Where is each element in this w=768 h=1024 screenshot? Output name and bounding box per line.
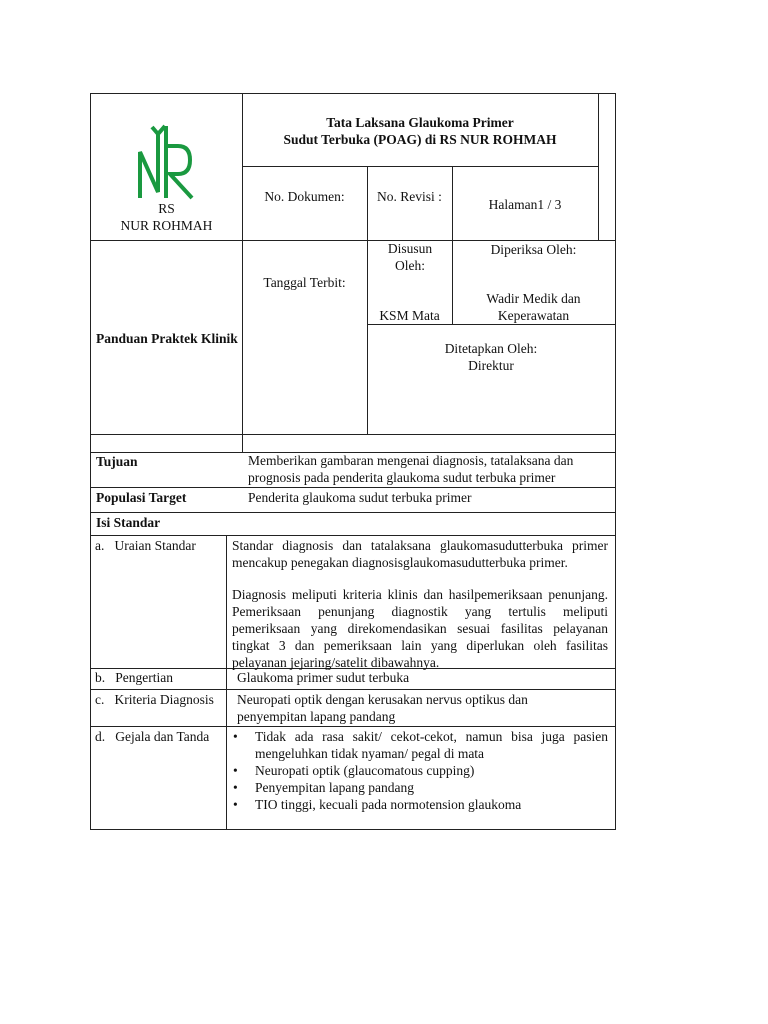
halaman-label: Halaman1 / 3 xyxy=(488,197,562,212)
populasi-target-text: Penderita glaukoma sudut terbuka primer xyxy=(248,490,472,505)
logo-line2: NUR ROHMAH xyxy=(120,218,213,233)
tanggal-terbit-label: Tanggal Terbit: xyxy=(263,275,346,290)
list-item: • Neuropati optik (glaucomatous cupping) xyxy=(230,762,608,779)
uraian-standar-paragraph-1: Standar diagnosis dan tatalaksana glaukomasudutterbuka primer mencakup penegakan diagnosisglaukomasudutterbuka primer. xyxy=(232,538,608,570)
kriteria-diagnosis-text: Neuropati optik dengan kerusakan nervus optikus dan penyempitan lapang pandang xyxy=(237,692,528,724)
tujuan-text: Memberikan gambaran mengenai diagnosis, tatalaksana dan prognosis pada penderita glaukoma sudut terbuka primer xyxy=(248,453,574,485)
pengertian-label: b. Pengertian xyxy=(95,670,173,685)
list-item: • TIO tinggi, kecuali pada normotension glaukoma xyxy=(230,796,608,813)
diperiksa-value: Wadir Medik dan Keperawatan xyxy=(486,291,581,323)
nr-logo-mark xyxy=(134,122,200,202)
pengertian-text: Glaukoma primer sudut terbuka xyxy=(237,670,410,685)
list-item: • Tidak ada rasa sakit/ cekot-cekot, namun bisa juga pasien mengeluhkan tidak nyaman/ pegal di mata xyxy=(230,728,608,762)
no-dokumen-label: No. Dokumen: xyxy=(264,189,345,204)
gejala-tanda-list xyxy=(230,728,608,813)
logo-line1: RS xyxy=(158,201,175,216)
list-item: • Penyempitan lapang pandang xyxy=(230,779,608,796)
kriteria-diagnosis-label: c. Kriteria Diagnosis xyxy=(95,692,214,707)
no-revisi-label: No. Revisi : xyxy=(377,189,442,204)
tujuan-label: Tujuan xyxy=(96,454,138,469)
document-title-line1: Tata Laksana Glaukoma Primer xyxy=(326,115,514,130)
disusun-label: Disusun Oleh: xyxy=(387,241,433,273)
disusun-value: KSM Mata xyxy=(379,308,440,323)
uraian-standar-paragraph-2: Diagnosis meliputi kriteria klinis dan hasilpemeriksaan penunjang. Pemeriksaan penunjang diagnostik yang tertulis meliputi pemeriksaan yang direkomendasikan sesuai fasilitas pelayanan tingkat 3 dan pemeriksaan lain yang diperlukan oleh fasilitas pelayanan jejaring/satelit dibawahnya. xyxy=(232,587,608,670)
ditetapkan-value: Direktur xyxy=(468,358,514,373)
populasi-target-label: Populasi Target xyxy=(96,490,187,505)
document-title-line2: Sudut Terbuka (POAG) di RS NUR ROHMAH xyxy=(283,132,557,147)
uraian-standar-label: a. Uraian Standar xyxy=(95,538,196,553)
ditetapkan-label: Ditetapkan Oleh: xyxy=(444,341,538,356)
gejala-tanda-label: d. Gejala dan Tanda xyxy=(95,729,210,744)
isi-standar-heading: Isi Standar xyxy=(96,515,161,530)
panduan-praktek-klinik: Panduan Praktek Klinik xyxy=(96,331,238,346)
hospital-logo xyxy=(91,118,242,240)
diperiksa-label: Diperiksa Oleh: xyxy=(490,242,577,257)
